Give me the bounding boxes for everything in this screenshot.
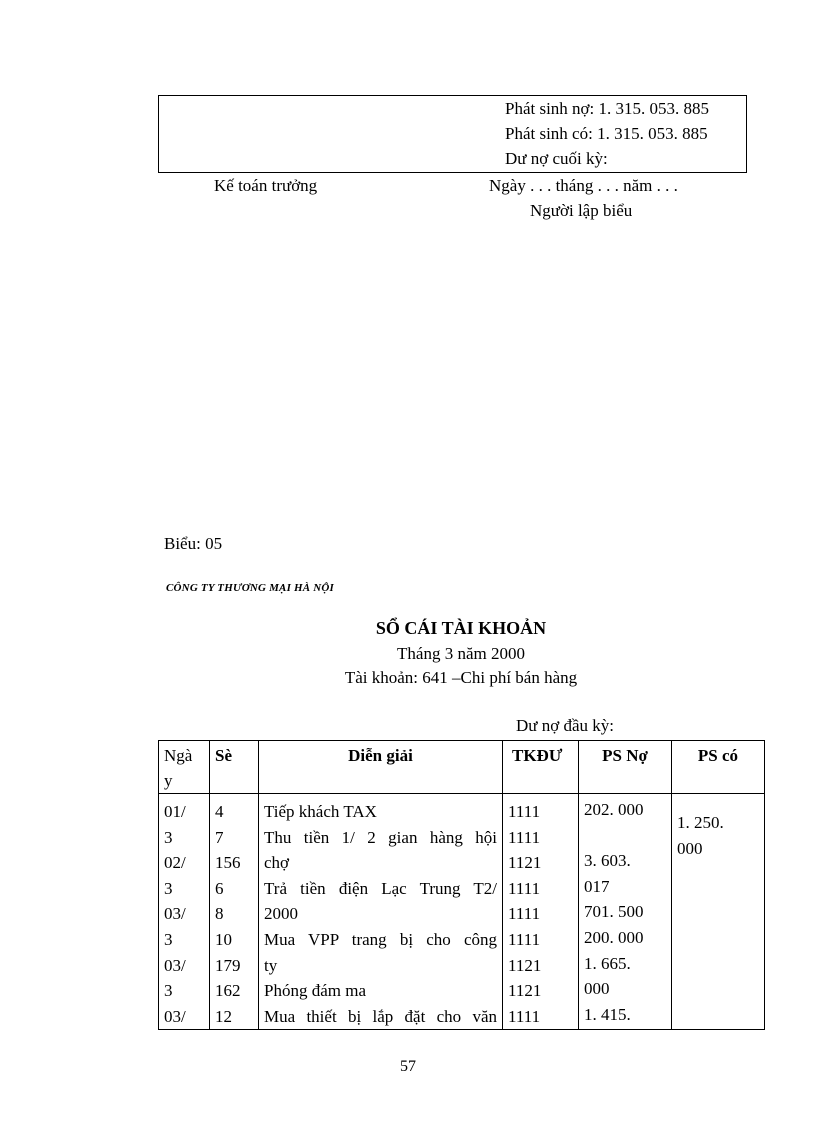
preparer-label: Người lập biểu [530,201,633,220]
date-line: Ngày . . . tháng . . . năm . . . [489,176,678,195]
credit-cell: 1. 250. 000 [672,794,765,1030]
header-credit: PS có [672,741,765,794]
date-cell: 01/ 3 02/ 3 03/ 3 03/ 3 03/ [159,794,210,1030]
contra-account-cell: 1111 1111 1121 1111 1111 1111 1121 1121 1111 [503,794,579,1030]
summary-box [158,95,747,173]
debit-total: Phát sinh nợ: 1. 315. 053. 885 [505,99,710,118]
closing-balance: Dư nợ cuối kỳ: [505,149,608,168]
page-number: 57 [400,1058,416,1075]
header-date [159,741,210,794]
credit-total: Phát sinh có: 1. 315. 053. 885 [505,124,708,143]
header-doc-no: Sè [210,741,259,794]
ledger-title: SỔ CÁI TÀI KHOẢN [375,618,547,638]
table-header-row [159,741,765,794]
description-cell: Tiếp khách TAX Thu tiền 1/ 2 gian hàng hội chợ Trả tiền điện Lạc Trung T2/ 2000 Mua VPP trang bị cho công ty Phóng đám ma Mua thiết bị lắp đặt cho văn [259,794,503,1030]
header-contra-account: TKĐƯ [503,741,579,794]
header-debit: PS Nợ [579,741,672,794]
period: Tháng 3 năm 2000 [397,644,525,663]
opening-balance: Dư nợ đầu kỳ: [516,716,614,735]
doc-no-cell: 4 7 156 6 8 10 179 162 12 [210,794,259,1030]
header-date-part1: Ngà [164,746,193,765]
header-date-part2: y [164,771,173,790]
form-label: Biểu: 05 [164,534,223,553]
account-name: Tài khoản: 641 –Chi phí bán hàng [344,668,578,687]
debit-cell: 202. 000 3. 603. 017 701. 500 200. 000 1. 665. 000 1. 415. [579,794,672,1030]
table-row [159,794,765,1030]
ledger-table [158,740,765,1030]
header-description: Diễn giải [259,741,503,794]
company-name: CÔNG TY THƯƠNG MẠI HÀ NỘI [166,582,335,594]
chief-accountant-label: Kế toán trưởng [214,176,318,195]
